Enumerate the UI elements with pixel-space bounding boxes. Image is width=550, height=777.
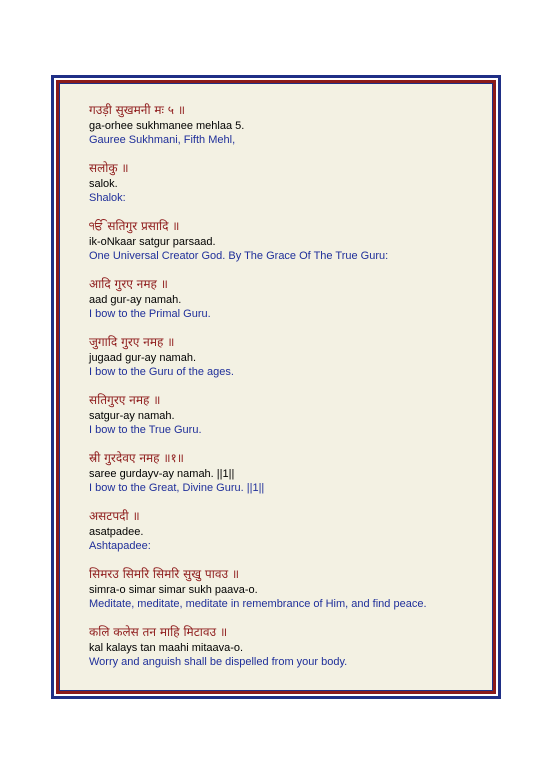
verse-6	[89, 392, 474, 437]
verse-translation: I bow to the Primal Guru.	[89, 308, 211, 320]
verse-translation: Meditate, meditate, meditate in remembrance of Him, and find peace.	[89, 598, 427, 610]
page-border-outer	[51, 75, 501, 699]
verse-gurmukhi: सतिगुरए नमह ॥	[89, 393, 161, 407]
verse-list	[89, 102, 474, 682]
verse-translation: Worry and anguish shall be dispelled from your body.	[89, 656, 348, 668]
verse-1	[89, 102, 474, 147]
verse-gurmukhi: सलोकु ॥	[89, 161, 129, 175]
verse-transliteration: simra-o simar simar sukh paava-o.	[89, 584, 258, 596]
verse-transliteration: aad gur-ay namah.	[89, 294, 182, 306]
verse-4	[89, 276, 474, 321]
verse-gurmukhi: सिमरउ सिमरि सिमरि सुखु पावउ ॥	[89, 567, 240, 581]
verse-gurmukhi: कलि कलेस तन माहि मिटावउ ॥	[89, 625, 228, 639]
verse-3	[89, 218, 474, 263]
verse-transliteration: salok.	[89, 178, 118, 190]
page-border-gap	[54, 78, 498, 696]
verse-gurmukhi: असटपदी ॥	[89, 509, 140, 523]
verse-2	[89, 160, 474, 205]
verse-gurmukhi: गउड़ी सुखमनी मः ५ ॥	[89, 103, 186, 117]
verse-8	[89, 508, 474, 553]
verse-transliteration: saree gurdayv-ay namah. ||1||	[89, 468, 235, 480]
verse-gurmukhi: ੴ सतिगुर प्रसादि ॥	[89, 219, 180, 233]
page-border-inner	[56, 80, 496, 694]
scripture-page	[59, 83, 493, 691]
verse-translation: I bow to the Guru of the ages.	[89, 366, 234, 378]
verse-transliteration: ga-orhee sukhmanee mehlaa 5.	[89, 120, 245, 132]
verse-transliteration: ik-oNkaar satgur parsaad.	[89, 236, 216, 248]
verse-transliteration: kal kalays tan maahi mitaava-o.	[89, 642, 244, 654]
verse-5	[89, 334, 474, 379]
verse-translation: Gauree Sukhmani, Fifth Mehl,	[89, 134, 236, 146]
verse-7	[89, 450, 474, 495]
verse-translation: I bow to the Great, Divine Guru. ||1||	[89, 482, 265, 494]
verse-transliteration: jugaad gur-ay namah.	[89, 352, 197, 364]
verse-gurmukhi: आदि गुरए नमह ॥	[89, 277, 168, 291]
verse-gurmukhi: स्री गुरदेवए नमह ॥१॥	[89, 451, 184, 465]
verse-translation: I bow to the True Guru.	[89, 424, 202, 436]
verse-10	[89, 624, 474, 669]
verse-translation: Shalok:	[89, 192, 126, 204]
verse-translation: Ashtapadee:	[89, 540, 151, 552]
verse-transliteration: satgur-ay namah.	[89, 410, 175, 422]
verse-gurmukhi: जुगादि गुरए नमह ॥	[89, 335, 175, 349]
verse-9	[89, 566, 474, 611]
verse-translation: One Universal Creator God. By The Grace Of The True Guru:	[89, 250, 389, 262]
verse-transliteration: asatpadee.	[89, 526, 144, 538]
